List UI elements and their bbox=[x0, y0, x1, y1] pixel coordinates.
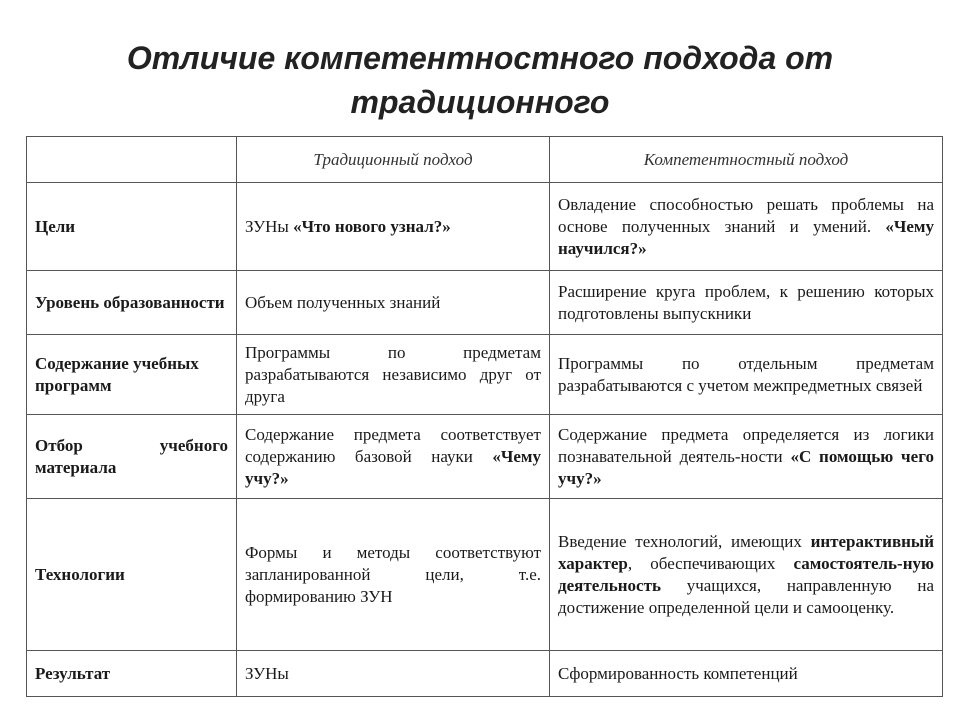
page-title-line-1: Отличие компетентностного подхода от bbox=[126, 40, 834, 76]
page-title-line-2: традиционного bbox=[350, 84, 610, 120]
row-label-result: Результат bbox=[27, 651, 237, 697]
header-traditional: Традиционный подход bbox=[237, 137, 550, 183]
competence-curriculum: Программы по отдельным предметам разрабатываются с учетом межпредметных связей bbox=[550, 335, 943, 415]
traditional-technologies: Формы и методы соответствуют запланированной цели, т.е. формированию ЗУН bbox=[237, 499, 550, 651]
traditional-curriculum: Программы по предметам разрабатываются независимо друг от друга bbox=[237, 335, 550, 415]
table-row bbox=[27, 415, 943, 499]
row-label-education-level: Уровень образованности bbox=[27, 271, 237, 335]
competence-technologies-bold-1: интерактивный характер bbox=[558, 531, 934, 573]
header-corner-cell bbox=[27, 137, 237, 183]
competence-material-text: Содержание предмета определяется из логики познавательной деятель-ности bbox=[558, 424, 934, 466]
competence-material-question: «С помощью чего учу?» bbox=[558, 446, 934, 488]
traditional-material-text: Содержание предмета соответствует содержанию базовой науки bbox=[245, 424, 541, 466]
traditional-material-cell bbox=[237, 415, 550, 499]
competence-result: Сформированность компетенций bbox=[550, 651, 943, 697]
traditional-goals-question: «Что нового узнал?» bbox=[293, 216, 451, 236]
table-row bbox=[27, 183, 943, 271]
competence-goals-question: «Чему научился?» bbox=[558, 216, 934, 258]
table-row bbox=[27, 271, 943, 335]
competence-technologies-bold-2: самостоятель-ную деятельность bbox=[558, 553, 934, 595]
table-header-row bbox=[27, 137, 943, 183]
competence-goals-text: Овладение способностью решать проблемы на основе полученных знаний и умений. bbox=[558, 194, 934, 236]
traditional-goals-text: ЗУНы bbox=[245, 216, 289, 236]
table-row bbox=[27, 499, 943, 651]
row-label-goals: Цели bbox=[27, 183, 237, 271]
competence-technologies-cell bbox=[550, 499, 943, 651]
comparison-table bbox=[26, 136, 943, 697]
competence-education-level: Расширение круга проблем, к решению которых подготовлены выпускники bbox=[550, 271, 943, 335]
row-label-material-selection: Отбор учебного материала bbox=[27, 415, 237, 499]
row-label-curriculum: Содержание учебных программ bbox=[27, 335, 237, 415]
table-row bbox=[27, 335, 943, 415]
header-competence: Компетентностный подход bbox=[550, 137, 943, 183]
competence-technologies-text-3: учащихся, направленную на достижение определенной цели и самооценку. bbox=[558, 575, 934, 617]
row-label-technologies: Технологии bbox=[27, 499, 237, 651]
table-row bbox=[27, 651, 943, 697]
traditional-goals-cell bbox=[237, 183, 550, 271]
traditional-material-question: «Чему учу?» bbox=[245, 446, 541, 488]
traditional-education-level: Объем полученных знаний bbox=[237, 271, 550, 335]
traditional-result: ЗУНы bbox=[237, 651, 550, 697]
competence-technologies-text-2: , обеспечивающих bbox=[627, 553, 794, 573]
competence-material-cell bbox=[550, 415, 943, 499]
competence-technologies-text-1: Введение технологий, имеющих bbox=[558, 531, 811, 551]
competence-goals-cell bbox=[550, 183, 943, 271]
page-title bbox=[40, 36, 920, 124]
